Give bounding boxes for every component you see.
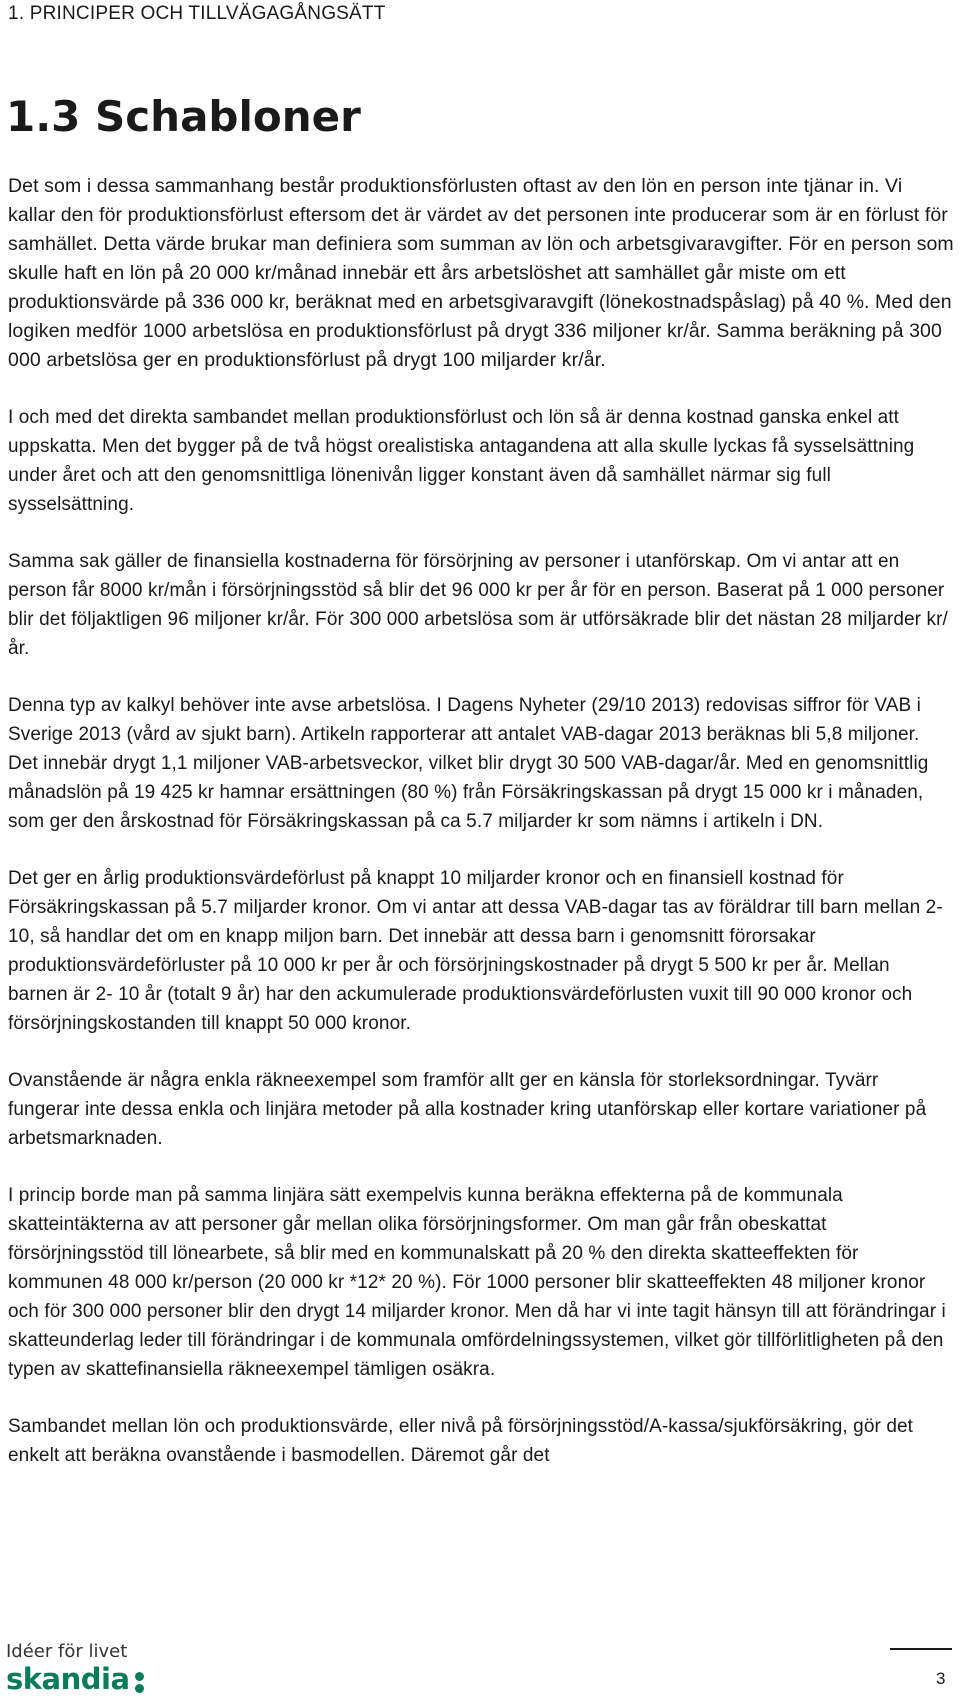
paragraph-1: Det som i dessa sammanhang består produktionsförlusten oftast av den lön en person inte tjänar in. Vi kallar den för produktionsförlust eftersom det är värdet av det personen inte producerar som är en förlust för samhället. Detta värde brukar man definiera som summan av lön och arbetsgivaravgifter. För en person som skulle haft en lön på 20 000 kr/månad innebär ett års arbetslöshet att samhället går miste om ett produktionsvärde på 336 000 kr, beräknat med en arbetsgivaravgift (lönekostnadspåslag) på 40 %. Med den logiken medför 1000 arbetslösa en produktionsförlust på drygt 336 miljoner kr/år. Samma beräkning på 300 000 arbetslösa ger en produktionsförlust på drygt 100 miljarder kr/år. <box>8 175 954 371</box>
logo-tagline: Idéer för livet <box>6 1641 128 1662</box>
paragraph-8: Sambandet mellan lön och produktionsvärde, eller nivå på försörjningsstöd/A-kassa/sjukförsäkring, gör det enkelt att beräkna ovanstående i basmodellen. Däremot går det <box>8 1416 914 1466</box>
paragraph-3: Samma sak gäller de finansiella kostnaderna för försörjning av personer i utanförskap. Om vi antar att en person får 8000 kr/mån i försörjningsstöd så blir det 96 000 kr per år för en person. Baserat på 1 000 personer blir det följaktligen 96 miljoner kr/år. För 300 000 arbetslösa som är utförsäkrade blir det nästan 28 miljarder kr/år. <box>8 551 948 659</box>
paragraph-6: Ovanstående är några enkla räkneexempel som framför allt ger en känsla för storleksordningar. Tyvärr fungerar inte dessa enkla och linjära metoder på alla kostnader kring utanförskap eller kortare variationer på arbetsmarknaden. <box>8 1070 927 1149</box>
paragraph-7: I princip borde man på samma linjära sätt exempelvis kunna beräkna effekterna på de kommunala skatteintäkterna av att personer går mellan olika försörjningsformer. Om man går från obeskattat försörjningsstöd till lönearbete, så blir med en kommunalskatt på 20 % den direkta skatteeffekten för kommunen 48 000 kr/person (20 000 kr *12* 20 %). För 1000 personer blir skatteeffekten 48 miljoner kronor och för 300 000 personer blir den drygt 14 miljarder kronor. Men då har vi inte tagit hänsyn till att förändringar i skatteunderlag leder till förändringar i de kommunala omfördelningssystemen, vilket gör tillförlitligheten på den typen av skattefinansiella räkneexempel tämligen osäkra. <box>8 1185 946 1380</box>
running-header: 1. PRINCIPER OCH TILLVÄGAGÅNGSÄTT <box>8 3 386 24</box>
logo-dots-icon <box>134 1670 146 1694</box>
paragraph-4: Denna typ av kalkyl behöver inte avse arbetslösa. I Dagens Nyheter (29/10 2013) redovisas siffror för VAB i Sverige 2013 (vård av sjukt barn). Artikeln rapporterar att antalet VAB-dagar 2013 beräknas bli 5,8 miljoner. Det innebär drygt 1,1 miljoner VAB-arbetsveckor, vilket blir drygt 30 500 VAB-dagar/år. Med en genomsnittlig månadslön på 19 425 kr hamnar ersättningen (80 %) från Försäkringskassan på drygt 15 000 kr i månaden, som ger den årskostnad för Försäkringskassan på ca 5.7 miljarder kr som nämns i artikeln i DN. <box>8 695 929 832</box>
page-number: 3 <box>936 1669 946 1688</box>
section-title: 1.3 Schabloner <box>6 92 361 141</box>
logo-brand <box>6 1664 146 1694</box>
skandia-logo <box>6 1642 146 1694</box>
logo-wordmark: skandia <box>6 1662 130 1696</box>
paragraph-5: Det ger en årlig produktionsvärdeförlust på knappt 10 miljarder kronor och en finansiell kostnad för Försäkringskassan på 5.7 miljarder kronor. Om vi antar att dessa VAB-dagar tas av föräldrar till barn mellan 2-10, så handlar det om en knapp miljon barn. Det innebär att dessa barn i genomsnitt förorsakar produktionsvärdeförluster på 10 000 kr per år och försörjningskostnader på drygt 5 500 kr per år. Mellan barnen är 2- 10 år (totalt 9 år) har den ackumulerade produktionsvärdeförlusten vuxit till 90 000 kronor och försörjningskostanden till knappt 50 000 kronor. <box>8 868 943 1034</box>
paragraph-2: I och med det direkta sambandet mellan produktionsförlust och lön så är denna kostnad ganska enkel att uppskatta. Men det bygger på de två högst orealistiska antagandena att alla skulle lyckas få sysselsättning under året och att den genomsnittliga lönenivån ligger konstant även då samhället närmar sig full sysselsättning. <box>8 407 915 515</box>
body-text <box>8 172 954 1498</box>
page-number-rule <box>890 1648 952 1650</box>
